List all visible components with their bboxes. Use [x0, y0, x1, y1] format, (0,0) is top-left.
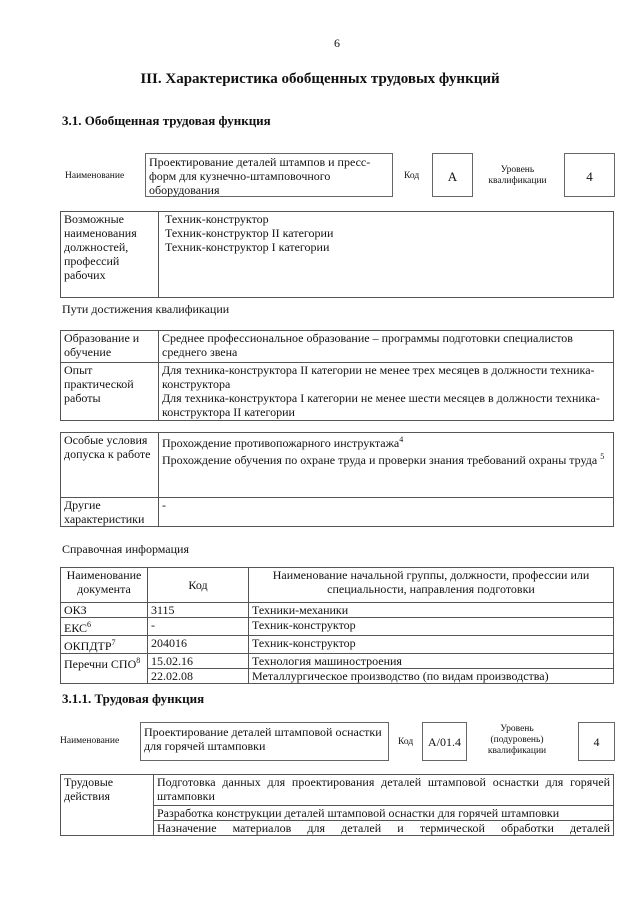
ref-name: Техники-механики: [249, 603, 614, 618]
footnote-mark: 5: [600, 452, 605, 461]
tf-level-label: Уровень (подуровень) квалификации: [487, 724, 547, 756]
ref-code: 204016: [148, 636, 249, 654]
gtf-level-value: 4: [586, 169, 593, 184]
table-row: [61, 654, 614, 669]
gtf-heading: 3.1. Обобщенная трудовая функция: [62, 113, 271, 128]
ref-doc: ЕКС: [64, 621, 88, 635]
tf-code-box: [422, 722, 467, 761]
footnote-mark: 6: [87, 620, 92, 629]
special-item: Прохождение противопожарного инструктажа: [162, 436, 400, 450]
actions-table: [60, 774, 614, 836]
reference-table: [60, 567, 614, 684]
footnote-mark: 4: [399, 435, 404, 444]
ref-name: Технология машиностроения: [249, 654, 614, 669]
ref-header-name: Наименование начальной группы, должности, профессии или специальности, направления подготовки: [249, 568, 614, 603]
positions-label: Возможные наименования должностей, профессий рабочих: [61, 212, 159, 298]
special-cell: [159, 433, 614, 498]
gtf-level-label: Уровень квалификации: [488, 165, 547, 186]
other-label: Другие характеристики: [61, 498, 159, 527]
tf-code-label: Код: [398, 737, 414, 747]
conditions-table: [60, 432, 614, 527]
actions-label: Трудовые действия: [61, 775, 154, 836]
positions-table: [60, 211, 614, 298]
tf-level-value: 4: [593, 735, 600, 749]
education-label: Образование и обучение: [61, 331, 159, 363]
experience-cell: [159, 363, 614, 421]
gtf-level-box: [564, 153, 615, 197]
ref-doc: ОКПДТР: [64, 639, 112, 653]
gtf-code-box: [432, 153, 473, 197]
action-item: Разработка конструкции деталей штамповой оснастки для горячей штамповки: [154, 806, 614, 821]
tf-level-box: [578, 722, 615, 761]
experience-label: Опыт практической работы: [61, 363, 159, 421]
ref-code: 3115: [148, 603, 249, 618]
ref-name: Техник-конструктор: [249, 618, 614, 636]
tf-name-value: Проектирование деталей штамповой оснастки для горячей штамповки: [144, 725, 382, 753]
ref-doc: Перечни СПО: [64, 657, 137, 671]
action-item: Подготовка данных для проектирования деталей штамповой оснастки для горячей штамповки: [154, 775, 614, 806]
page-number: 6: [334, 36, 340, 50]
education-value: Среднее профессиональное образование – программы подготовки специалистов среднего звена: [159, 331, 614, 363]
tf-name-label: Наименование: [60, 736, 120, 746]
ref-header-doc: Наименование документа: [61, 568, 148, 603]
tf-name-box: [140, 722, 389, 761]
experience-item: Для техника-конструктора I категории не менее шести месяцев в должности техника-конструктора II категории: [162, 391, 600, 419]
gtf-code-value: A: [447, 169, 458, 184]
table-row: [61, 618, 614, 636]
special-item: Прохождение обучения по охране труда и проверки знания требований охраны труда: [162, 453, 598, 467]
ref-code: 22.02.08: [148, 669, 249, 684]
special-label: Особые условия допуска к работе: [61, 433, 159, 498]
ref-doc: ОКЗ: [64, 603, 87, 617]
table-row: [61, 636, 614, 654]
gtf-code-label: Код: [404, 171, 420, 181]
paths-heading: Пути достижения квалификации: [62, 302, 230, 316]
ref-name: Металлургическое производство (по видам производства): [249, 669, 614, 684]
gtf-name-label: Наименование: [65, 171, 125, 181]
footnote-mark: 8: [136, 656, 141, 665]
action-item: Назначение материалов для деталей и термической обработки деталей: [154, 821, 614, 836]
position-item: Техник-конструктор: [165, 212, 269, 226]
reference-heading: Справочная информация: [62, 542, 189, 556]
position-item: Техник-конструктор II категории: [165, 226, 334, 240]
ref-name: Техник-конструктор: [249, 636, 614, 654]
ref-code: -: [148, 618, 249, 636]
positions-cell: [159, 212, 614, 298]
experience-item: Для техника-конструктора II категории не менее трех месяцев в должности техника-конструктора: [162, 363, 595, 391]
other-value: -: [159, 498, 614, 527]
ref-header-code: Код: [148, 568, 249, 603]
tf-code-value: A/01.4: [428, 735, 461, 749]
table-row: [61, 603, 614, 618]
paths-table: [60, 330, 614, 421]
gtf-name-box: [145, 153, 393, 197]
ref-code: 15.02.16: [148, 654, 249, 669]
section-title: III. Характеристика обобщенных трудовых функций: [140, 71, 500, 87]
tf-heading: 3.1.1. Трудовая функция: [62, 691, 205, 706]
gtf-name-value: Проектирование деталей штампов и пресс-форм для кузнечно-штамповочного оборудования: [149, 155, 371, 197]
footnote-mark: 7: [111, 638, 116, 647]
position-item: Техник-конструктор I категории: [165, 240, 330, 254]
